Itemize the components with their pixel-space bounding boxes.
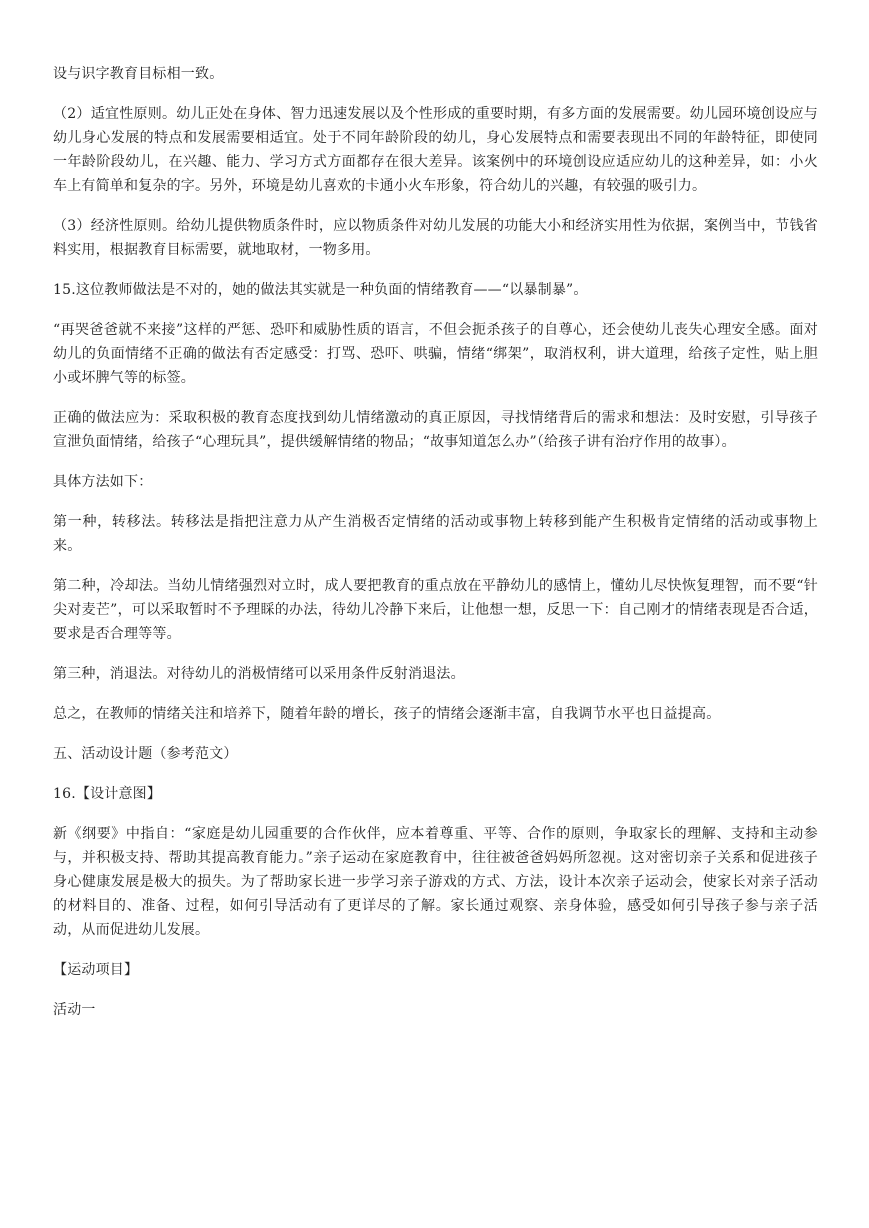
paragraph-correct-approach: 正确的做法应为：采取积极的教育态度找到幼儿情绪激动的真正原因，寻找情绪背后的需求和想法：及时安慰，引导孩子宣泄负面情绪，给孩子“心理玩具”，提供缓解情绪的物品；“故事知道怎么办”（给孩子讲有治疗作用的故事）。 [53, 410, 818, 450]
paragraph-design-intent-heading: 16.【设计意图】 [53, 786, 162, 802]
paragraph-activity-one: 活动一 [53, 1002, 96, 1018]
paragraph-negative-language: “再哭爸爸就不来接”这样的严惩、恐吓和威胁性质的语言，不但会扼杀孩子的自尊心，还会使幼儿丧失心理安全感。面对幼儿的负面情绪不正确的做法有否定感受：打骂、恐吓、哄骗，情绪“绑架”，取消权利，讲大道理，给孩子定性，贴上胆小或坏脾气等的标签。 [53, 322, 818, 386]
document-page [53, 62, 818, 1038]
paragraph-method-cooling: 第二种，冷却法。当幼儿情绪强烈对立时，成人要把教育的重点放在平静幼儿的感情上，懂幼儿尽快恢复理智，而不要“针尖对麦芒”，可以采取暂时不予理睬的办法，待幼儿冷静下来后，让他想一想，反思一下：自己刚才的情绪表现是否合适，要求是否合理等等。 [53, 578, 818, 642]
paragraph-design-intent: 新《纲要》中指自：“家庭是幼儿园重要的合作伙伴，应本着尊重、平等、合作的原则，争取家长的理解、支持和主动参与，并积极支持、帮助其提高教育能力。”亲子运动在家庭教育中，往往被爸爸妈妈所忽视。这对密切亲子关系和促进孩子身心健康发展是极大的损失。为了帮助家长进一步学习亲子游戏的方式、方法，设计本次亲子运动会，使家长对亲子活动的材料目的、准备、过程，如何引导活动有了更详尽的了解。家长通过观察、亲身体验，感受如何引导孩子参与亲子活动，从而促进幼儿发展。 [53, 826, 818, 938]
paragraph-continuation: 设与识字教育目标相一致。 [53, 66, 224, 82]
paragraph-economy-principle: （3）经济性原则。给幼儿提供物质条件时，应以物质条件对幼儿发展的功能大小和经济实用性为依据，案例当中，节钱省料实用，根据教育目标需要，就地取材，一物多用。 [53, 218, 818, 258]
paragraph-methods-heading: 具体方法如下： [53, 474, 153, 490]
paragraph-summary: 总之，在教师的情绪关注和培养下，随着年龄的增长，孩子的情绪会逐渐丰富，自我调节水平也日益提高。 [53, 706, 721, 722]
paragraph-sports-items-heading: 【运动项目】 [53, 962, 139, 978]
section-heading-activity-design: 五、活动设计题（参考范文） [53, 746, 238, 762]
paragraph-answer-15: 15.这位教师做法是不对的，她的做法其实就是一种负面的情绪教育——“以暴制暴”。 [53, 282, 588, 298]
paragraph-suitability-principle: （2）适宜性原则。幼儿正处在身体、智力迅速发展以及个性形成的重要时期，有多方面的发展需要。幼儿园环境创设应与幼儿身心发展的特点和发展需要相适宜。处于不同年龄阶段的幼儿，身心发展特点和需要表现出不同的年龄特征，即使同一年龄阶段幼儿，在兴趣、能力、学习方式方面都存在很大差异。该案例中的环境创设应适应幼儿的这种差异，如：小火车上有简单和复杂的字。另外，环境是幼儿喜欢的卡通小火车形象，符合幼儿的兴趣，有较强的吸引力。 [53, 106, 818, 194]
paragraph-method-extinction: 第三种，消退法。对待幼儿的消极情绪可以采用条件反射消退法。 [53, 666, 465, 682]
paragraph-method-transfer: 第一种，转移法。转移法是指把注意力从产生消极否定情绪的活动或事物上转移到能产生积极肯定情绪的活动或事物上来。 [53, 514, 818, 554]
